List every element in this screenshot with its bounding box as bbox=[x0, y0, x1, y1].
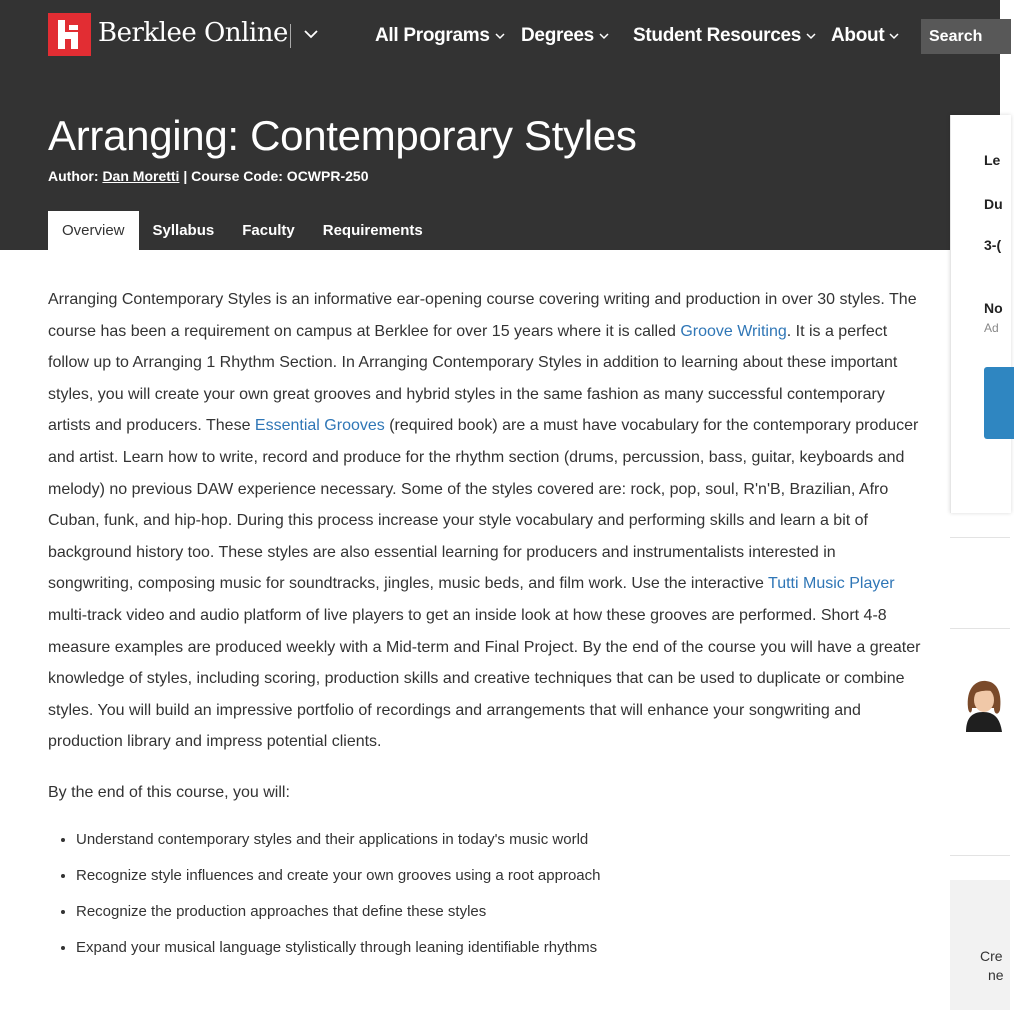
tab-faculty[interactable]: Faculty bbox=[242, 222, 295, 239]
instructor-avatar[interactable] bbox=[958, 678, 1008, 732]
sidebar-divider bbox=[950, 537, 1010, 538]
tab-requirements[interactable]: Requirements bbox=[322, 222, 423, 239]
chevron-down-icon bbox=[598, 30, 610, 42]
sidebar-divider bbox=[950, 855, 1010, 856]
sidebar-next-term-sub: Ad bbox=[984, 321, 999, 335]
nav-all-programs[interactable] bbox=[375, 25, 506, 47]
author-label: Author: bbox=[48, 168, 99, 184]
nav-student-resources-label: Student Resources bbox=[633, 25, 802, 46]
overview-text-1: Arranging Contemporary Styles is an informative ear-opening course covering writing and production in over 30 styles. The course has been a requirement on campus at Berklee for over 15 years where it is called bbox=[48, 291, 917, 340]
chevron-down-icon bbox=[805, 30, 817, 42]
list-item: • Understand contemporary styles and their applications in today's music world bbox=[76, 822, 923, 858]
chevron-down-icon bbox=[888, 30, 900, 42]
outcomes-list bbox=[48, 822, 923, 966]
nav-all-programs-label: All Programs bbox=[375, 25, 490, 46]
nav-about-label: About bbox=[831, 25, 885, 46]
list-item: • Expand your musical language stylistically through leaning identifiable rhythms bbox=[76, 930, 923, 966]
nav-student-resources[interactable] bbox=[633, 25, 817, 47]
page-title: Arranging: Contemporary Styles bbox=[48, 112, 637, 159]
course-tabs bbox=[48, 211, 437, 250]
tab-overview[interactable]: Overview bbox=[48, 211, 139, 250]
outcomes-lead: By the end of this course, you will: bbox=[48, 783, 290, 801]
overview-text-2: . It is a perfect follow up to Arranging 1 Rhythm Section. In Arranging Contemporary Styles in addition to learning about these important styles, you will create your own great grooves and hybrid styles in the same fashion as many successful contemporary artists and producers. These bbox=[48, 322, 898, 435]
search-button[interactable]: Search bbox=[921, 19, 1011, 54]
brand-divider bbox=[290, 24, 291, 48]
sidebar-duration-label: Du bbox=[984, 196, 1003, 212]
nav-degrees[interactable] bbox=[521, 25, 610, 47]
overview-content bbox=[48, 284, 923, 966]
tab-syllabus[interactable]: Syllabus bbox=[152, 222, 215, 239]
berklee-logo-icon[interactable] bbox=[48, 13, 91, 56]
sidebar-divider bbox=[950, 628, 1010, 629]
nav-degrees-label: Degrees bbox=[521, 25, 594, 46]
chevron-down-icon[interactable] bbox=[303, 26, 319, 42]
list-item: • Recognize the production approaches that define these styles bbox=[76, 894, 923, 930]
tutti-music-player-link[interactable]: Tutti Music Player bbox=[768, 575, 895, 593]
brand-name[interactable]: Berklee Online bbox=[98, 18, 288, 48]
enroll-button[interactable] bbox=[984, 367, 1014, 439]
sidebar-duration-value: 3-( bbox=[984, 237, 1002, 253]
sidebar-promo-text: Cre bbox=[980, 948, 1003, 964]
author-link[interactable]: Dan Moretti bbox=[102, 168, 180, 184]
course-code: | Course Code: OCWPR-250 bbox=[183, 168, 369, 184]
sidebar-level-label: Le bbox=[984, 152, 1001, 168]
list-item: • Recognize style influences and create your own grooves using a root approach bbox=[76, 858, 923, 894]
course-meta bbox=[48, 168, 369, 184]
groove-writing-link[interactable]: Groove Writing bbox=[680, 322, 787, 340]
overview-paragraph bbox=[48, 284, 923, 758]
sidebar-promo-text-2: ne bbox=[988, 967, 1004, 983]
overview-text-3: (required book) are a must have vocabulary for the contemporary producer and artist. Learn how to write, record and produce for the rhythm section (drums, percussion, bass, guitar, keyboards and melody) no previous DAW experience necessary. Some of the styles covered are: rock, pop, soul, R'n'B, Brazilian, Afro Cuban, funk, and hip-hop. During this process increase your style vocabulary and performing skills and learn a bit of background history too. These styles are also essential learning for producers and instrumentalists interested in songwriting, composing music for soundtracks, jingles, music beds, and film work. Use the interactive bbox=[48, 417, 919, 593]
chevron-down-icon bbox=[494, 30, 506, 42]
sidebar-promo-box bbox=[950, 880, 1010, 1010]
sidebar-next-term-label: No bbox=[984, 300, 1003, 316]
overview-text-4: multi-track video and audio platform of live players to get an inside look at how these grooves are performed. Short 4-8 measure examples are produced weekly with a Mid-term and Final Project. By the end of the course you will have a greater knowledge of styles, including scoring, production skills and creative techniques that can be used to duplicate or combine styles. You will build an impressive portfolio of recordings and arrangements that will enhance your songwriting and production library and impress potential clients. bbox=[48, 606, 921, 751]
essential-grooves-link[interactable]: Essential Grooves bbox=[254, 417, 385, 435]
nav-about[interactable] bbox=[831, 25, 900, 47]
